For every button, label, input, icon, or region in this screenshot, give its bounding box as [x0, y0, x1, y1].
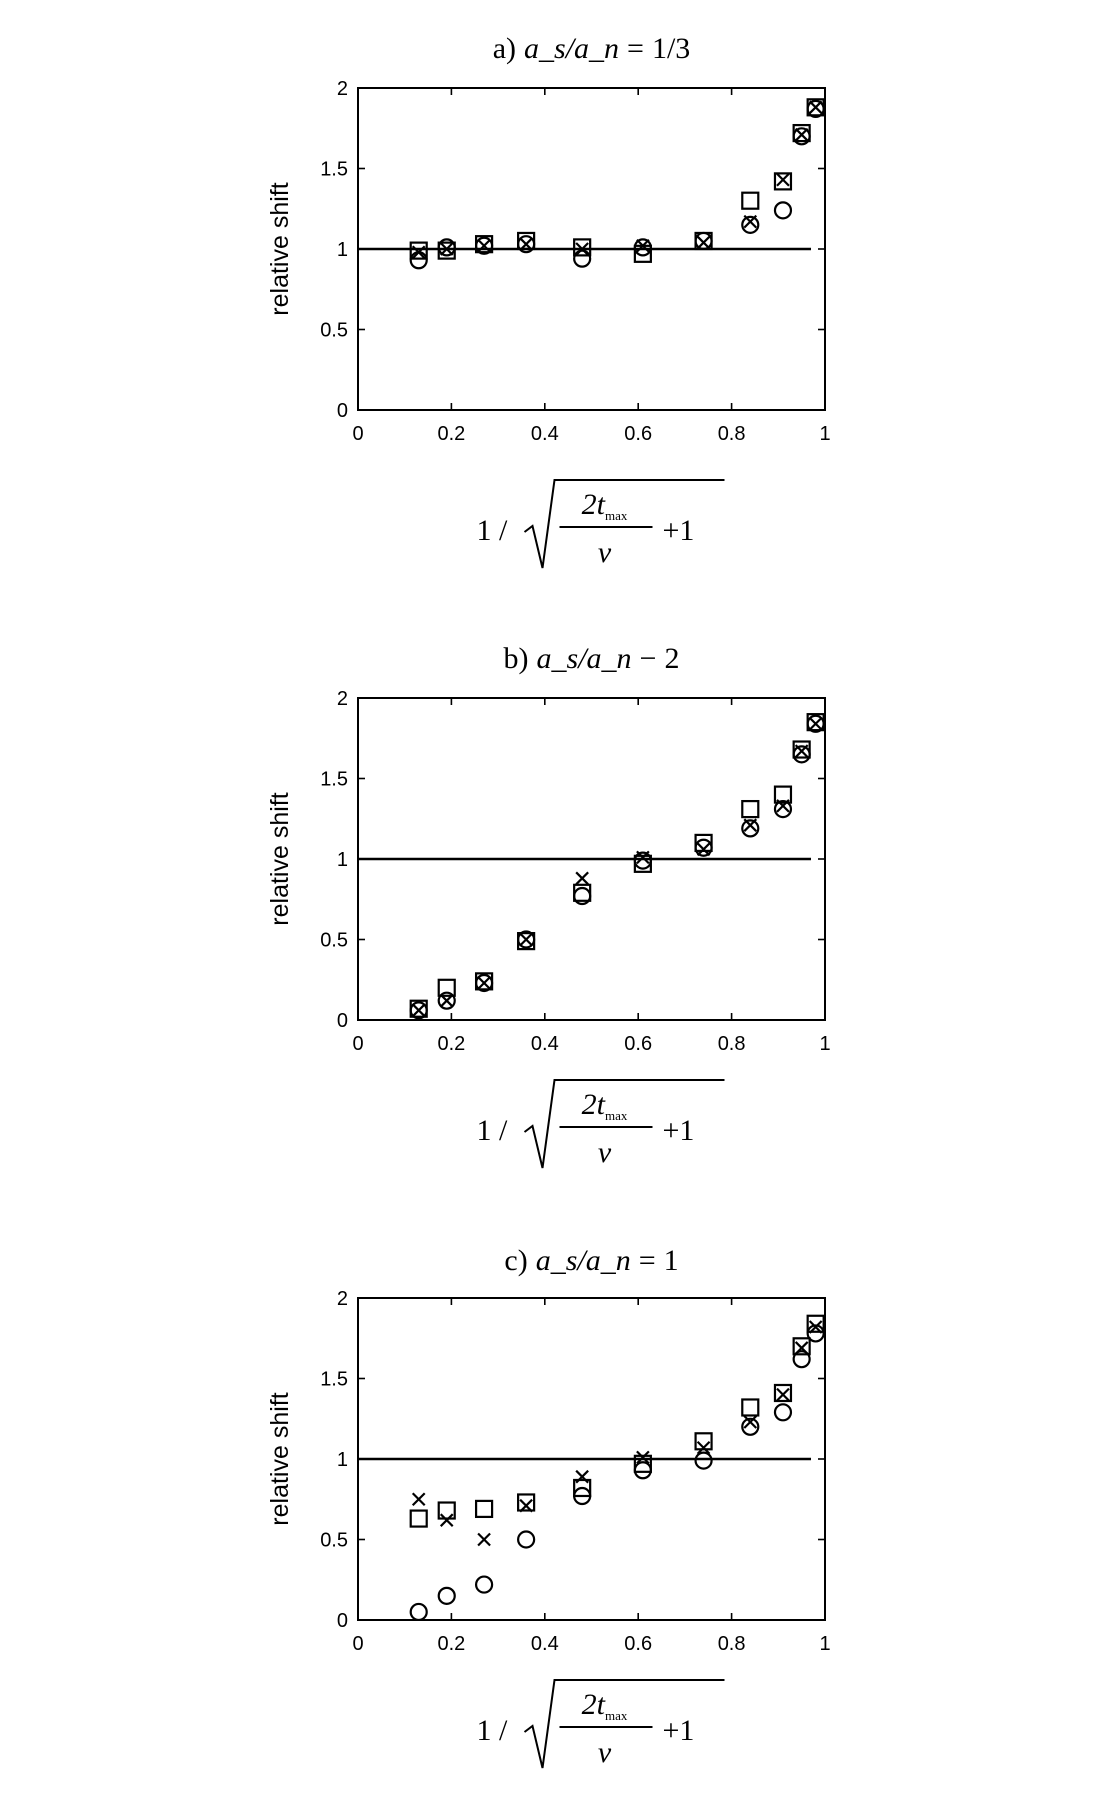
title-prefix: b)	[503, 642, 529, 675]
circle-marker	[696, 840, 712, 856]
x-tick-label: 0.4	[530, 423, 559, 445]
x-tick-label: 0	[352, 423, 364, 445]
title-ratio: a_s/a_n	[535, 1244, 631, 1277]
series-circle	[411, 101, 824, 268]
circle-marker	[574, 251, 590, 267]
xlabel-sub: max	[604, 1708, 628, 1723]
title-value: 1/3	[651, 32, 691, 65]
series-x	[413, 101, 822, 258]
series-square	[411, 714, 824, 1017]
y-tick-label: 1.5	[320, 158, 348, 181]
series-x	[413, 1321, 822, 1546]
x-tick-label: 0.2	[437, 423, 466, 445]
xlabel-suffix: +1	[662, 1114, 695, 1147]
circle-marker	[775, 1404, 791, 1420]
x-tick-label: 0.8	[717, 1033, 746, 1055]
title-relation: −	[639, 642, 657, 675]
y-tick-label: 0	[336, 400, 348, 422]
x-tick-label: 0	[352, 1633, 364, 1655]
xlabel-denominator: v	[597, 1736, 612, 1769]
x-marker	[478, 1534, 490, 1546]
xlabel-prefix: 1 /	[476, 514, 508, 547]
chart-panel-1	[266, 32, 831, 569]
x-tick-label: 0.8	[717, 1633, 746, 1655]
series-circle	[411, 716, 824, 1019]
x-marker	[441, 1514, 453, 1526]
circle-marker	[775, 202, 791, 218]
x-marker	[520, 934, 532, 946]
xlabel-prefix: 1 /	[476, 1114, 508, 1147]
chart-panel-2	[266, 642, 831, 1169]
chart-panel-3	[266, 1244, 831, 1769]
x-tick-label: 1	[819, 1633, 831, 1655]
radical-sign	[525, 1680, 725, 1768]
xlabel-numerator: $2t_{max}$	[581, 1088, 628, 1123]
y-tick-label: 0	[336, 1610, 348, 1632]
square-marker	[742, 193, 758, 209]
x-tick-label: 0	[352, 1033, 364, 1055]
y-axis-label: relative shift	[266, 1392, 294, 1526]
y-tick-label: 2	[336, 688, 348, 710]
x-marker	[777, 1389, 789, 1401]
series-circle	[411, 1325, 824, 1620]
xlabel-denominator: v	[597, 1136, 612, 1169]
x-tick-label: 0.6	[624, 1633, 653, 1655]
title-value: 2	[664, 642, 680, 675]
xlabel-sub: max	[604, 508, 628, 523]
circle-marker	[742, 820, 758, 836]
x-axis-label	[477, 1080, 725, 1169]
xlabel-suffix: +1	[662, 514, 695, 547]
square-marker	[411, 1511, 427, 1527]
xlabel-suffix: +1	[662, 1714, 695, 1747]
chart-title	[493, 32, 691, 65]
x-marker	[413, 1493, 425, 1505]
x-marker	[478, 977, 490, 989]
y-tick-label: 0.5	[320, 319, 348, 342]
x-tick-label: 1	[819, 423, 831, 445]
square-marker	[775, 173, 791, 189]
square-marker	[742, 1399, 758, 1415]
square-marker	[518, 1494, 534, 1510]
xlabel-denominator: v	[597, 536, 612, 569]
y-tick-label: 1	[336, 849, 348, 871]
y-tick-label: 1	[336, 239, 348, 261]
xlabel-sub: max	[604, 1108, 628, 1123]
radical-sign	[525, 480, 725, 568]
circle-marker	[411, 252, 427, 268]
circle-marker	[635, 239, 651, 255]
circle-marker	[439, 1588, 455, 1604]
y-axis-label: relative shift	[266, 792, 294, 926]
x-axis-label	[477, 1680, 725, 1769]
title-ratio: a_s/a_n	[524, 32, 620, 65]
circle-marker	[411, 1604, 427, 1620]
circle-marker	[635, 1462, 651, 1478]
series-square	[411, 99, 824, 262]
y-axis-label: relative shift	[266, 182, 294, 316]
circle-marker	[742, 217, 758, 233]
circle-marker	[476, 1577, 492, 1593]
title-value: 1	[663, 1244, 679, 1277]
chart-title	[504, 642, 680, 675]
x-marker	[810, 718, 822, 730]
y-tick-label: 2	[336, 78, 348, 100]
x-marker	[413, 1004, 425, 1016]
xlabel-numerator: $2t_{max}$	[581, 1688, 628, 1723]
series-x	[413, 718, 822, 1017]
circle-marker	[696, 1453, 712, 1469]
x-tick-label: 1	[819, 1033, 831, 1055]
y-tick-label: 1	[336, 1449, 348, 1471]
square-marker	[476, 1501, 492, 1517]
y-tick-label: 1.5	[320, 1368, 348, 1391]
xlabel-prefix: 1 /	[476, 1714, 508, 1747]
y-tick-label: 1.5	[320, 768, 348, 791]
title-relation: =	[638, 1244, 656, 1277]
series-square	[411, 1316, 824, 1527]
y-tick-label: 2	[336, 1288, 348, 1310]
chart-title	[504, 1244, 678, 1277]
x-marker	[576, 872, 588, 884]
x-tick-label: 0.2	[437, 1033, 466, 1055]
circle-marker	[518, 1532, 534, 1548]
xlabel-numerator: $2t_{max}$	[581, 488, 628, 523]
square-marker	[775, 1385, 791, 1401]
x-axis-label	[477, 480, 725, 569]
y-tick-label: 0.5	[320, 1529, 348, 1552]
title-prefix: c)	[504, 1244, 528, 1277]
title-prefix: a)	[492, 32, 517, 65]
x-tick-label: 0.4	[530, 1033, 559, 1055]
x-tick-label: 0.6	[624, 423, 653, 445]
x-tick-label: 0.2	[437, 1633, 466, 1655]
circle-marker	[696, 233, 712, 249]
x-tick-label: 0.8	[717, 423, 746, 445]
title-relation: =	[627, 32, 644, 65]
y-tick-label: 0	[336, 1010, 348, 1032]
x-marker	[777, 174, 789, 186]
radical-sign	[525, 1080, 725, 1168]
square-marker	[742, 801, 758, 817]
x-tick-label: 0.6	[624, 1033, 653, 1055]
title-ratio: a_s/a_n	[536, 642, 632, 675]
circle-marker	[794, 746, 810, 762]
x-tick-label: 0.4	[530, 1633, 559, 1655]
y-tick-label: 0.5	[320, 929, 348, 952]
